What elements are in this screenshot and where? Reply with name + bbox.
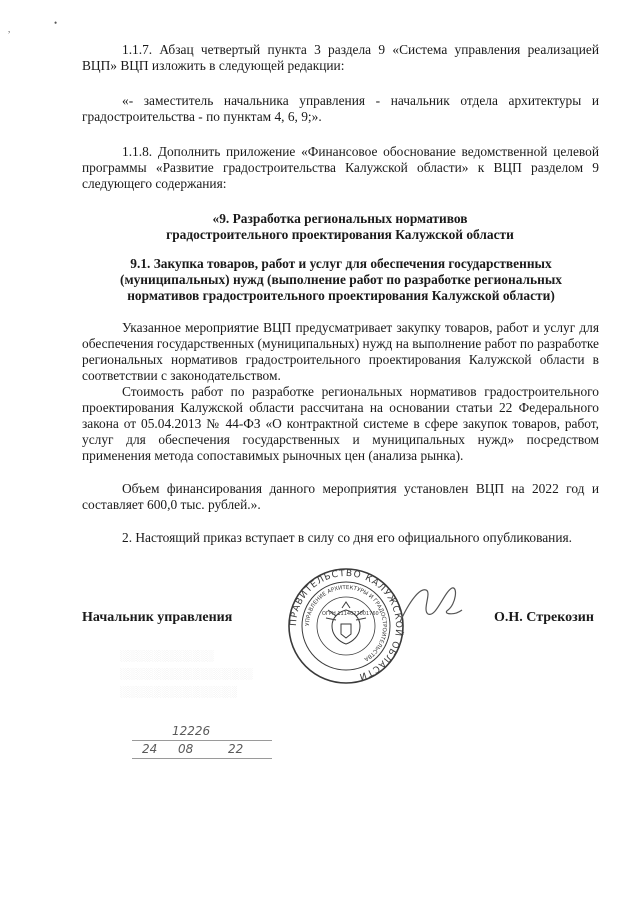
bleed-through: ░░░░░░░░░░░░	[120, 650, 214, 662]
paragraph-2: 2. Настоящий приказ вступает в силу со дня его официального опубликования.	[122, 530, 572, 545]
registration-number: 12226	[172, 724, 211, 738]
seal-inner-text: УПРАВЛЕНИЕ АРХИТЕКТУРЫ И ГРАДОСТРОИТЕЛЬСТВА	[304, 584, 388, 662]
section-9-1-heading: 9.1. Закупка товаров, работ и услуг для обеспечения государственных (муниципальных) нужд (выполнение работ по разработке региональных нормативов градостроительного проектирования Калужской области)	[120, 256, 562, 303]
bleed-through: ░░░░░░░░░░░░░░░░░	[120, 668, 253, 680]
registration-day: 24	[142, 742, 158, 756]
registration-year: 22	[228, 742, 244, 756]
scan-mark: •	[54, 18, 58, 28]
paragraph-1-1-7: 1.1.7. Абзац четвертый пункта 3 раздела 9 «Система управления реализацией ВЦП» ВЦП изложить в следующей редакции:	[82, 42, 599, 73]
bleed-through: ░░░░░░░░░░░░░░░	[120, 686, 237, 698]
section-9-heading: «9. Разработка региональных нормативов градостроительного проектирования Калужской области	[166, 211, 514, 242]
seal-ring-text: ПРАВИТЕЛЬСТВО КАЛУЖСКОЙ ОБЛАСТИ	[288, 568, 404, 682]
body-paragraph-2: Стоимость работ по разработке региональных нормативов градостроительного проектирования Калужской области рассчитана на основании статьи 22 Федерального закона от 05.04.2013 № 44-ФЗ «О контрактной системе в сфере закупок товаров, работ, услуг для обеспечения государственных и муниципальных нужд» посредством применения метода сопоставимых рыночных цен (анализа рынка).	[82, 384, 599, 463]
handwritten-signature-icon	[396, 580, 466, 630]
body-paragraph-1: Указанное мероприятие ВЦП предусматривает закупку товаров, работ и услуг для обеспечения государственных (муниципальных) нужд на выполнение работ по разработке региональных нормативов градостроительного проектирования Калужской области в соответствии с законодательством.	[82, 320, 599, 383]
paragraph-1-1-7-quote: «- заместитель начальника управления - начальник отдела архитектуры и градостроительства - по пунктам 4, 6, 9;».	[82, 93, 599, 124]
paragraph-1-1-8: 1.1.8. Дополнить приложение «Финансовое обоснование ведомственной целевой программы «Развитие градостроительства Калужской области» к ВЦП разделом 9 следующего содержания:	[82, 144, 599, 191]
registration-date-line	[132, 758, 272, 759]
scan-mark: ,	[8, 24, 11, 34]
signature-position: Начальник управления	[82, 610, 233, 625]
registration-line	[132, 740, 272, 741]
registration-month: 08	[178, 742, 194, 756]
body-paragraph-3: Объем финансирования данного мероприятия установлен ВЦП на 2022 год и составляет 600,0 тыс. рублей.».	[82, 481, 599, 512]
seal-ogrn: ОГРН 1114027001760	[322, 611, 379, 617]
signature-name: О.Н. Стрекозин	[494, 610, 594, 625]
